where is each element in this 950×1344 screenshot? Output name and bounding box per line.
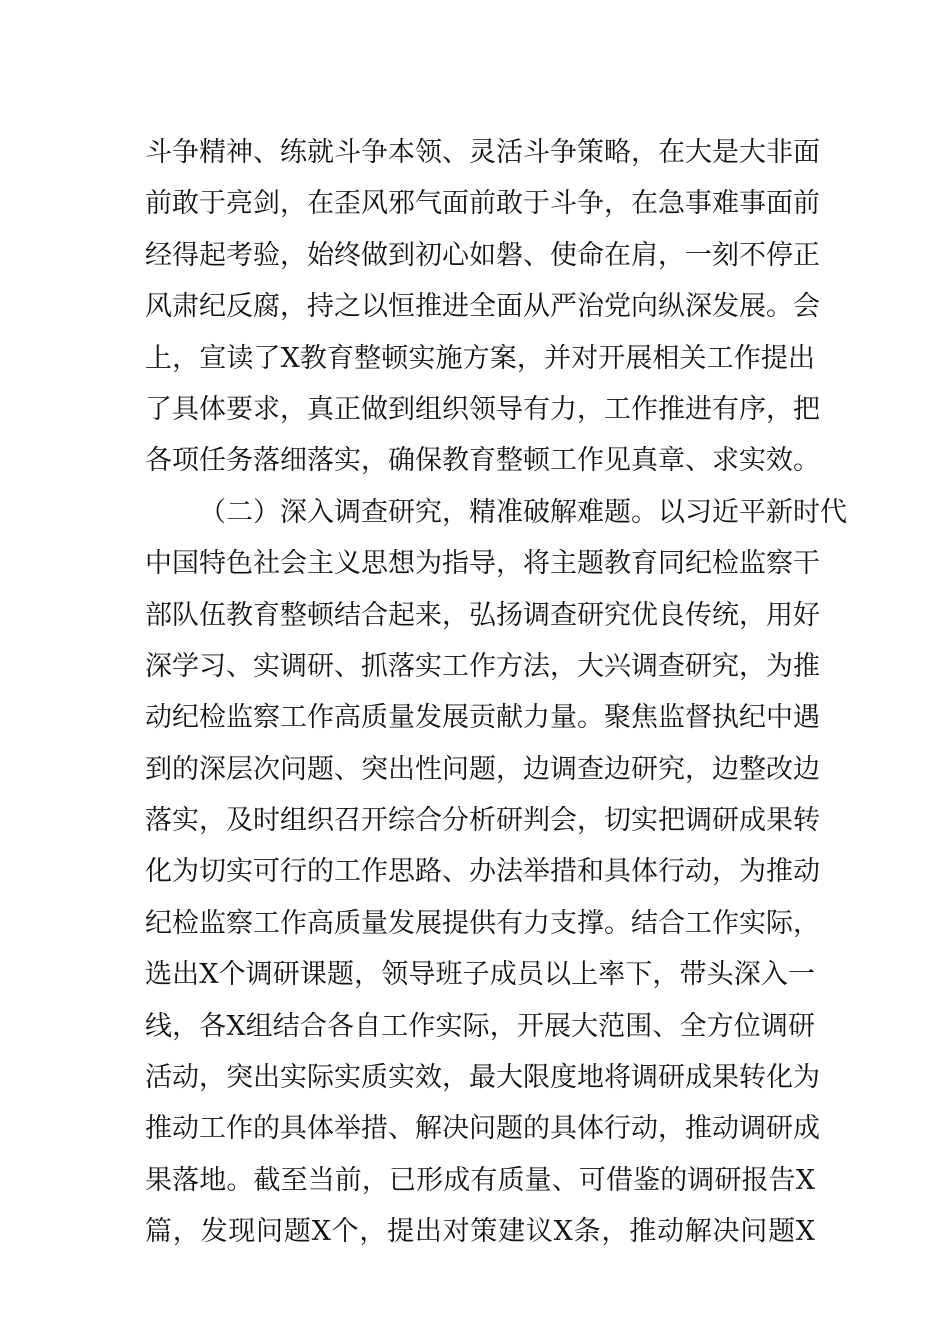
text-line: 动纪检监察工作高质量发展贡献力量。聚焦监督执纪中遇 (145, 702, 820, 734)
text-line: 线，各X组结合各自工作实际，开展大范围、全方位调研 (145, 1010, 815, 1042)
text-line: 活动，突出实际实质实效，最大限度地将调研成果转化为 (145, 1062, 820, 1094)
document-body (145, 127, 847, 1258)
text-line: 上，宣读了X教育整顿实施方案，并对开展相关工作提出 (145, 342, 815, 374)
text-line: 落实，及时组织召开综合分析研判会，切实把调研成果转 (145, 805, 820, 837)
text-line: 部队伍教育整顿结合起来，弘扬调查研究优良传统，用好 (145, 599, 820, 631)
text-line: 篇，发现问题X个，提出对策建议X条，推动解决问题X (145, 1216, 815, 1248)
text-line: 各项任务落细落实，确保教育整顿工作见真章、求实效。 (145, 445, 820, 477)
text-line: 前敢于亮剑，在歪风邪气面前敢于斗争，在急事难事面前 (145, 188, 820, 220)
text-line: 了具体要求，真正做到组织领导有力，工作推进有序，把 (145, 393, 820, 425)
text-line: 深学习、实调研、抓落实工作方法，大兴调查研究，为推 (145, 650, 820, 682)
text-line: 经得起考验，始终做到初心如磐、使命在肩，一刻不停正 (145, 239, 820, 271)
text-line: 到的深层次问题、突出性问题，边调查边研究，边整改边 (145, 753, 820, 785)
text-line: 斗争精神、练就斗争本领、灵活斗争策略，在大是大非面 (145, 137, 820, 168)
text-line: 风肃纪反腐，持之以恒推进全面从严治党向纵深发展。会 (145, 291, 820, 323)
text-line: 化为切实可行的工作思路、办法举措和具体行动，为推动 (145, 856, 820, 888)
text-line: 选出X个调研课题，领导班子成员以上率下，带头深入一 (145, 959, 815, 991)
text-line: 果落地。截至当前，已形成有质量、可借鉴的调研报告X (145, 1164, 815, 1196)
text-line: 中国特色社会主义思想为指导，将主题教育同纪检监察干 (145, 548, 820, 580)
section-heading-line: （二）深入调查研究，精准破解难题。以习近平新时代 (199, 496, 847, 528)
text-line: 推动工作的具体举措、解决问题的具体行动，推动调研成 (145, 1113, 820, 1145)
text-line: 纪检监察工作高质量发展提供有力支撑。结合工作实际， (145, 907, 820, 939)
